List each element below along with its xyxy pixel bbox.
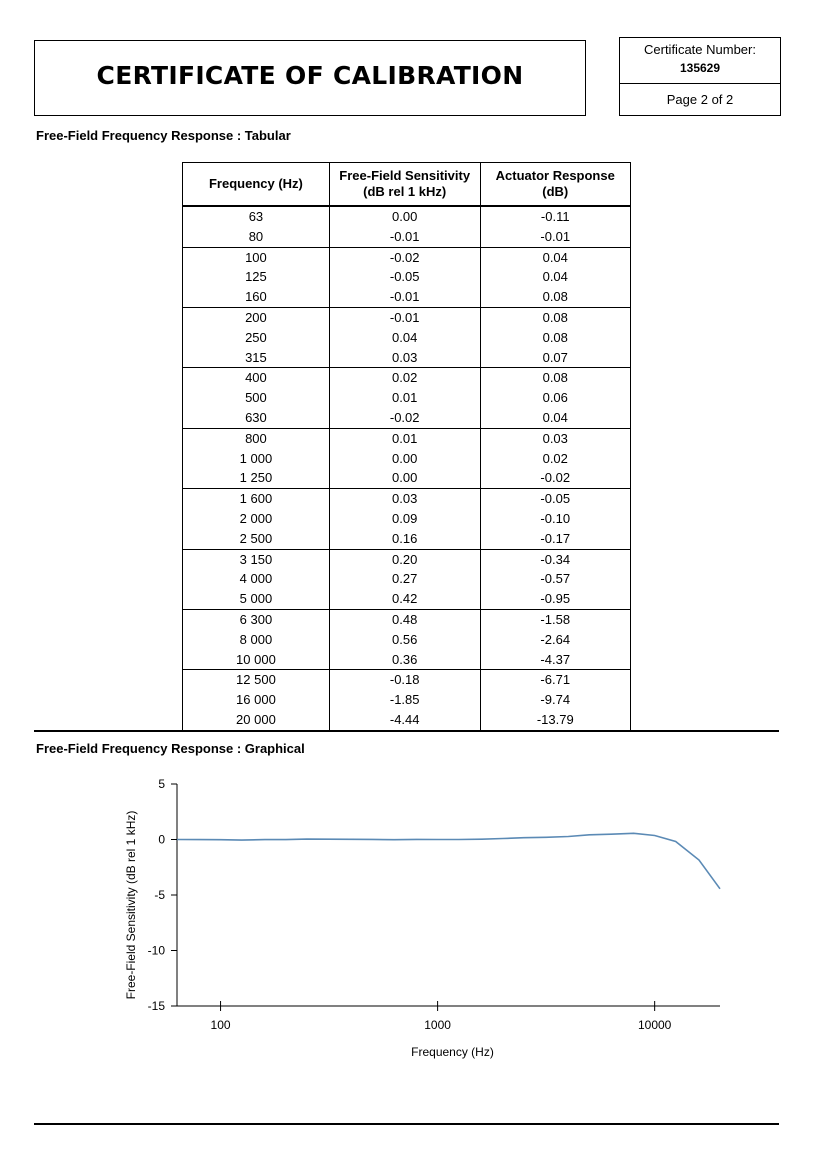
table-body [183,206,631,730]
table-row [183,690,631,710]
actuator-cell: -0.34 [480,549,631,569]
actuator-cell: -0.02 [480,468,631,488]
actuator-cell: -9.74 [480,690,631,710]
sensitivity-cell: 0.02 [329,368,480,388]
x-tick-label: 100 [210,1018,231,1032]
frequency-cell: 125 [183,267,330,287]
sensitivity-cell: -0.01 [329,307,480,327]
frequency-cell: 500 [183,388,330,408]
sensitivity-cell: 0.01 [329,388,480,408]
tabular-heading: Free-Field Frequency Response : Tabular [36,128,291,143]
frequency-cell: 400 [183,368,330,388]
frequency-cell: 800 [183,428,330,448]
y-tick-label: -15 [147,999,165,1013]
y-tick-label: 5 [158,777,165,791]
table-row [183,509,631,529]
sensitivity-cell: -0.18 [329,670,480,690]
frequency-cell: 200 [183,307,330,327]
sensitivity-cell: 0.20 [329,549,480,569]
actuator-cell: -0.17 [480,529,631,549]
actuator-cell: -2.64 [480,630,631,650]
sensitivity-series-line [177,833,720,889]
table-row [183,710,631,730]
frequency-response-table [182,162,631,731]
actuator-cell: 0.04 [480,408,631,428]
table-row [183,287,631,307]
actuator-cell: 0.08 [480,368,631,388]
page-indicator: Page 2 of 2 [666,92,734,107]
table-row [183,589,631,609]
actuator-cell: -0.01 [480,227,631,247]
frequency-cell: 5 000 [183,589,330,609]
actuator-cell: 0.04 [480,267,631,287]
sensitivity-cell: 0.42 [329,589,480,609]
actuator-cell: 0.04 [480,247,631,267]
frequency-cell: 1 000 [183,449,330,469]
frequency-cell: 315 [183,348,330,368]
x-axis-label: Frequency (Hz) [411,1045,494,1059]
frequency-cell: 250 [183,328,330,348]
sensitivity-cell: 0.01 [329,428,480,448]
table-row [183,449,631,469]
table-row [183,630,631,650]
frequency-cell: 3 150 [183,549,330,569]
sensitivity-cell: 0.03 [329,489,480,509]
table-row [183,650,631,670]
sensitivity-cell: -0.02 [329,408,480,428]
frequency-cell: 100 [183,247,330,267]
table-row [183,368,631,388]
table-row [183,206,631,227]
actuator-cell: 0.08 [480,328,631,348]
actuator-cell: -4.37 [480,650,631,670]
sensitivity-cell: 0.48 [329,609,480,629]
sensitivity-cell: 0.56 [329,630,480,650]
table-row [183,489,631,509]
table-row [183,307,631,327]
sensitivity-cell: -0.05 [329,267,480,287]
actuator-cell: 0.07 [480,348,631,368]
sensitivity-cell: -1.85 [329,690,480,710]
table-row [183,549,631,569]
sensitivity-cell: 0.16 [329,529,480,549]
frequency-cell: 4 000 [183,569,330,589]
actuator-cell: -13.79 [480,710,631,730]
column-header-actuator: Actuator Response (dB) [480,163,631,207]
sensitivity-cell: 0.00 [329,468,480,488]
x-tick-label: 10000 [637,1018,672,1032]
frequency-cell: 16 000 [183,690,330,710]
footer-divider [34,1123,779,1125]
y-axis-label: Free-Field Sensitivity (dB rel 1 kHz) [124,810,138,1000]
actuator-cell: -0.57 [480,569,631,589]
title-box [34,40,586,116]
table-row [183,468,631,488]
sensitivity-cell: 0.00 [329,449,480,469]
sensitivity-cell: -0.02 [329,247,480,267]
table-row [183,388,631,408]
actuator-cell: -1.58 [480,609,631,629]
actuator-cell: -0.10 [480,509,631,529]
table-row [183,227,631,247]
table-row [183,408,631,428]
frequency-cell: 63 [183,206,330,227]
table-row [183,428,631,448]
table-row [183,328,631,348]
y-tick-label: -5 [154,888,165,902]
certificate-number-label: Certificate Number: [644,42,756,57]
certificate-number: 135629 [679,61,721,75]
table-row [183,247,631,267]
table-row [183,529,631,549]
sensitivity-cell: -4.44 [329,710,480,730]
table-header-row [183,163,631,207]
section-divider [34,730,779,732]
actuator-cell: -0.05 [480,489,631,509]
sensitivity-cell: -0.01 [329,287,480,307]
frequency-response-chart [0,760,820,1070]
sensitivity-cell: 0.04 [329,328,480,348]
frequency-cell: 8 000 [183,630,330,650]
frequency-cell: 80 [183,227,330,247]
frequency-cell: 630 [183,408,330,428]
graphical-heading: Free-Field Frequency Response : Graphical [36,741,305,756]
frequency-cell: 1 250 [183,468,330,488]
frequency-cell: 160 [183,287,330,307]
actuator-cell: 0.03 [480,428,631,448]
sensitivity-cell: 0.09 [329,509,480,529]
table-row [183,348,631,368]
frequency-cell: 10 000 [183,650,330,670]
actuator-cell: 0.06 [480,388,631,408]
table-row [183,609,631,629]
frequency-cell: 2 500 [183,529,330,549]
actuator-cell: -0.95 [480,589,631,609]
sensitivity-cell: 0.27 [329,569,480,589]
frequency-cell: 1 600 [183,489,330,509]
certificate-info-box [619,37,781,116]
table-row [183,267,631,287]
actuator-cell: -6.71 [480,670,631,690]
actuator-cell: 0.08 [480,287,631,307]
frequency-cell: 6 300 [183,609,330,629]
sensitivity-cell: 0.03 [329,348,480,368]
frequency-cell: 2 000 [183,509,330,529]
actuator-cell: 0.02 [480,449,631,469]
x-tick-label: 1000 [424,1018,451,1032]
column-header-frequency: Frequency (Hz) [183,163,330,207]
table-row [183,569,631,589]
y-tick-label: -10 [147,943,165,958]
column-header-sensitivity: Free-Field Sensitivity (dB rel 1 kHz) [329,163,480,207]
frequency-cell: 12 500 [183,670,330,690]
sensitivity-cell: -0.01 [329,227,480,247]
certificate-number-cell [620,38,780,84]
actuator-cell: -0.11 [480,206,631,227]
sensitivity-cell: 0.00 [329,206,480,227]
y-tick-label: 0 [158,832,165,847]
frequency-cell: 20 000 [183,710,330,730]
sensitivity-cell: 0.36 [329,650,480,670]
actuator-cell: 0.08 [480,307,631,327]
certificate-title: CERTIFICATE OF CALIBRATION [96,60,524,90]
table-row [183,670,631,690]
